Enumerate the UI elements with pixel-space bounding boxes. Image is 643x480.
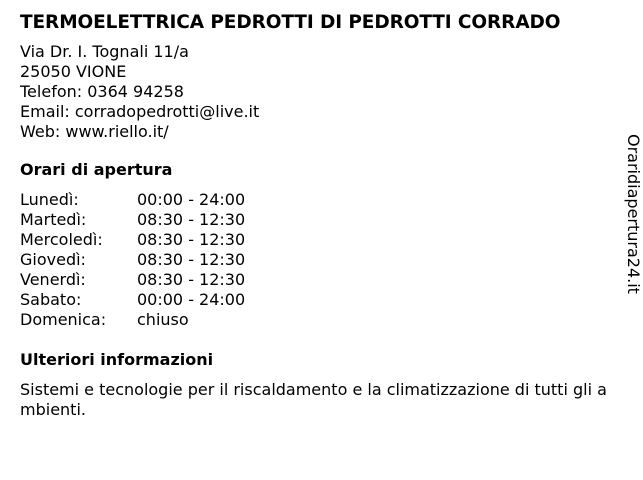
hours-day: Venerdì: (20, 270, 86, 289)
business-card (20, 10, 620, 420)
phone-number: Telefon: 0364 94258 (20, 82, 184, 101)
website-url: Web: www.riello.it/ (20, 122, 169, 141)
hours-day: Martedì: (20, 210, 87, 229)
hours-row-saturday (20, 290, 620, 310)
more-info-heading: Ulteriori informazioni (20, 350, 214, 369)
hours-time: 08:30 - 12:30 (137, 210, 246, 229)
hours-time: chiuso (137, 310, 189, 329)
hours-row-wednesday (20, 230, 620, 250)
hours-day: Sabato: (20, 290, 82, 309)
hours-day: Mercoledì: (20, 230, 103, 249)
email-address: Email: corradopedrotti@live.it (20, 102, 260, 121)
hours-day: Domenica: (20, 310, 107, 329)
hours-day: Lunedì: (20, 190, 79, 209)
hours-row-thursday (20, 250, 620, 270)
site-watermark: Oraridiapertura24.it (624, 134, 643, 294)
hours-time: 08:30 - 12:30 (137, 250, 246, 269)
opening-hours-table (20, 190, 620, 330)
hours-row-sunday (20, 310, 620, 330)
city-postcode: 25050 VIONE (20, 62, 127, 81)
business-name: TERMOELETTRICA PEDROTTI DI PEDROTTI CORRADO (20, 12, 561, 33)
hours-time: 00:00 - 24:00 (137, 290, 246, 309)
hours-day: Giovedì: (20, 250, 86, 269)
hours-time: 08:30 - 12:30 (137, 230, 246, 249)
more-info-text: Sistemi e tecnologie per il riscaldamento e la climatizzazione di tutti gli ambienti. (20, 380, 607, 419)
opening-hours-heading: Orari di apertura (20, 160, 173, 179)
hours-row-friday (20, 270, 620, 290)
hours-row-monday (20, 190, 620, 210)
street-address: Via Dr. I. Tognali 11/a (20, 42, 189, 61)
hours-row-tuesday (20, 210, 620, 230)
contact-block (20, 42, 620, 142)
hours-time: 00:00 - 24:00 (137, 190, 246, 209)
hours-time: 08:30 - 12:30 (137, 270, 246, 289)
